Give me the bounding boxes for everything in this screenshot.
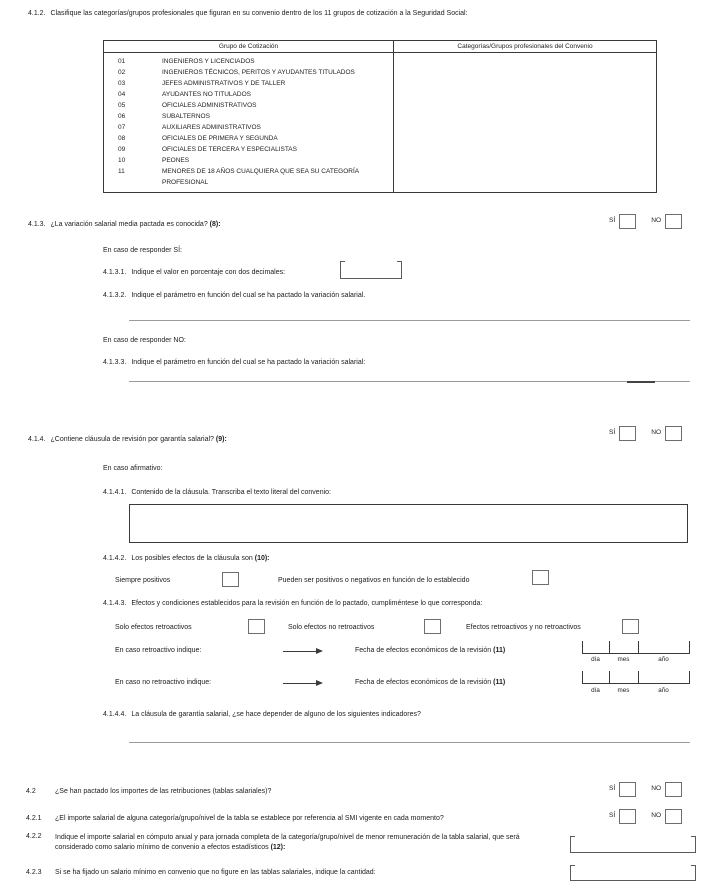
question-number: 4.1.3. — [28, 221, 46, 228]
table-row — [104, 155, 393, 166]
question-414 — [28, 436, 227, 443]
group-label: AYUDANTES NO TITULADOS — [162, 91, 251, 98]
siempre-positivos-label: Siempre positivos — [115, 577, 171, 584]
positivos-negativos-checkbox[interactable] — [532, 570, 549, 585]
group-code: 11 — [118, 168, 125, 175]
if-no-label: En caso de responder NO: — [103, 337, 186, 344]
ano-cell[interactable] — [638, 671, 689, 683]
question-ref: (8): — [209, 221, 221, 228]
question-number: 4.2.3 — [26, 869, 42, 876]
si-label: SÍ — [609, 429, 616, 436]
dia-cell[interactable] — [582, 641, 609, 653]
table-row — [104, 100, 393, 111]
question-42 — [26, 788, 271, 795]
group-code: 07 — [118, 124, 126, 131]
si-no-421 — [609, 809, 682, 824]
question-text: Contenido de la cláusula. Transcriba el texto literal del convenio: — [131, 489, 331, 496]
question-text: ¿El importe salarial de alguna categoría/grupo/nivel de la tabla se establece por referencia al SMI vigente en cada momento? — [55, 815, 444, 822]
question-413 — [28, 221, 221, 228]
ano-cell[interactable] — [638, 641, 689, 653]
question-ref: (9): — [215, 436, 227, 443]
question-text: ¿La variación salarial media pactada es conocida? — [50, 221, 208, 228]
question-412 — [28, 10, 468, 17]
no-checkbox[interactable] — [665, 426, 682, 441]
fecha-revision-label — [355, 647, 505, 654]
table-row — [104, 78, 393, 89]
question-text: Indique el parámetro en función del cual se ha pactado la variación salarial. — [131, 292, 366, 299]
si-label: SÍ — [609, 812, 616, 819]
no-retroactivo-label: En caso no retroactivo indique: — [115, 679, 212, 686]
convenio-categories-cell[interactable] — [394, 53, 656, 192]
si-no-413 — [609, 214, 682, 229]
no-label: NO — [651, 217, 662, 224]
group-label: SUBALTERNOS — [162, 113, 210, 120]
if-yes-label: En caso de responder SÍ: — [103, 247, 182, 254]
ano-label: año — [658, 687, 669, 694]
question-number: 4.2 — [26, 788, 36, 795]
question-421 — [26, 815, 444, 822]
fecha-ref: (11) — [493, 679, 506, 686]
no-label: NO — [651, 812, 662, 819]
group-code: 04 — [118, 91, 126, 98]
table-row — [104, 111, 393, 122]
solo-retroactivos-checkbox[interactable] — [248, 619, 265, 634]
question-number: 4.1.4.3. — [103, 600, 127, 607]
question-number: 4.1.3.1. — [103, 269, 127, 276]
answer-line-4133[interactable] — [129, 381, 690, 382]
question-4142 — [103, 555, 270, 562]
mes-cell[interactable] — [609, 671, 638, 683]
group-label: JEFES ADMINISTRATIVOS Y DE TALLER — [162, 80, 286, 87]
question-ref: (12): — [270, 844, 286, 851]
group-code: 05 — [118, 102, 126, 109]
table-header-grupo: Grupo de Cotización — [104, 41, 394, 52]
no-checkbox[interactable] — [665, 809, 682, 824]
table-row — [104, 56, 393, 67]
ano-label: año — [658, 656, 669, 663]
table-row — [104, 166, 393, 188]
percentage-input-box[interactable] — [340, 261, 402, 279]
si-label: SÍ — [609, 785, 616, 792]
group-code: 02 — [118, 69, 126, 76]
fecha-retroactivo-box[interactable] — [582, 641, 690, 654]
dia-label: día — [591, 656, 600, 663]
question-4133 — [103, 359, 365, 366]
si-checkbox[interactable] — [619, 782, 636, 797]
group-code: 03 — [118, 80, 126, 87]
mes-label: mes — [617, 687, 630, 694]
mes-label: mes — [617, 656, 630, 663]
no-checkbox[interactable] — [665, 782, 682, 797]
group-code: 06 — [118, 113, 126, 120]
question-number: 4.1.3.2. — [103, 292, 127, 299]
table-header-categorias: Categorías/Grupos profesionales del Convenio — [457, 43, 593, 50]
right-arrow-icon — [283, 651, 321, 652]
question-4131 — [103, 269, 285, 276]
group-label: OFICIALES DE PRIMERA Y SEGUNDA — [162, 135, 278, 142]
si-checkbox[interactable] — [619, 426, 636, 441]
si-checkbox[interactable] — [619, 214, 636, 229]
table-header-row — [104, 41, 656, 53]
table-row — [104, 122, 393, 133]
question-text: Los posibles efectos de la cláusula son — [131, 555, 253, 562]
grupo-cotizacion-column — [104, 53, 394, 192]
group-label: OFICIALES ADMINISTRATIVOS — [162, 102, 257, 109]
group-label: AUXILIARES ADMINISTRATIVOS — [162, 124, 261, 131]
question-text: ¿Se han pactado los importes de las retribuciones (tablas salariales)? — [55, 788, 272, 795]
if-affirmative-label: En caso afirmativo: — [103, 465, 163, 472]
dia-cell[interactable] — [582, 671, 609, 683]
group-code: 01 — [118, 58, 126, 65]
fecha-ref: (11) — [493, 647, 506, 654]
question-422 — [26, 833, 553, 853]
question-text: Indique el valor en porcentaje con dos decimales: — [131, 269, 286, 276]
group-code: 09 — [118, 146, 126, 153]
salario-minimo-box[interactable] — [570, 865, 696, 881]
question-4144 — [103, 711, 421, 718]
group-label: INGENIEROS TÉCNICOS, PERITOS Y AYUDANTES TITULADOS — [162, 69, 355, 76]
question-4141 — [103, 489, 331, 496]
question-423 — [26, 869, 376, 876]
right-arrow-icon — [283, 683, 321, 684]
question-text: Indique el importe salarial en cómputo anual y para jornada completa de la categoría/grupo/nivel de menor remuneración de la tabla salarial, que será considerado como salario mínimo de convenio a efectos estadísticos (12): — [55, 834, 520, 851]
fecha-text: Fecha de efectos económicos de la revisión — [355, 679, 492, 686]
question-text: Si se ha fijado un salario mínimo en convenio que no figure en las tablas salariales, indique la cantidad: — [55, 869, 376, 876]
fecha-no-retroactivo-box[interactable] — [582, 671, 690, 684]
fecha-revision-label — [355, 679, 505, 686]
question-4132 — [103, 292, 365, 299]
question-number: 4.2.1 — [26, 815, 42, 822]
importe-anual-box[interactable] — [570, 836, 696, 853]
solo-retroactivos-label: Solo efectos retroactivos — [115, 624, 192, 631]
si-no-42 — [609, 782, 682, 797]
group-label: OFICIALES DE TERCERA Y ESPECIALISTAS — [162, 146, 297, 153]
no-label: NO — [651, 429, 662, 436]
group-label: INGENIEROS Y LICENCIADOS — [162, 58, 255, 65]
question-number: 4.1.4.2. — [103, 555, 127, 562]
group-code: 08 — [118, 135, 126, 142]
question-4143 — [103, 600, 482, 607]
cotizacion-table — [103, 40, 657, 193]
siempre-positivos-checkbox[interactable] — [222, 572, 239, 587]
si-checkbox[interactable] — [619, 809, 636, 824]
question-text: Indique el parámetro en función del cual se ha pactado la variación salarial: — [131, 359, 366, 366]
question-number: 4.1.4.1. — [103, 489, 127, 496]
table-row — [104, 89, 393, 100]
table-row — [104, 144, 393, 155]
no-label: NO — [651, 785, 662, 792]
table-row — [104, 133, 393, 144]
question-ref: (10): — [254, 555, 270, 562]
clause-text-box[interactable] — [129, 504, 688, 543]
fecha-text: Fecha de efectos económicos de la revisión — [355, 647, 492, 654]
solo-no-retroactivos-label: Solo efectos no retroactivos — [288, 624, 375, 631]
group-code: 10 — [118, 157, 126, 164]
mes-cell[interactable] — [609, 641, 638, 653]
solo-no-retroactivos-checkbox[interactable] — [424, 619, 441, 634]
si-label: SÍ — [609, 217, 616, 224]
retro-y-no-retro-label: Efectos retroactivos y no retroactivos — [466, 624, 581, 631]
question-number: 4.1.3.3. — [103, 359, 127, 366]
answer-line-4144[interactable] — [129, 742, 690, 743]
question-number: 4.1.4.4. — [103, 711, 127, 718]
question-text: La cláusula de garantía salarial, ¿se hace depender de alguno de los siguientes indicadores? — [131, 711, 421, 718]
fecha-no-retroactivo-labels — [582, 687, 689, 694]
question-text: Efectos y condiciones establecidos para la revisión en función de lo pactado, cumpliméntese lo que corresponda: — [131, 600, 483, 607]
question-number: 4.1.2. — [28, 10, 46, 17]
fecha-retroactivo-labels — [582, 656, 689, 663]
question-number: 4.1.4. — [28, 436, 46, 443]
group-label: PEONES — [162, 157, 190, 164]
retroactivo-label: En caso retroactivo indique: — [115, 647, 202, 654]
no-checkbox[interactable] — [665, 214, 682, 229]
answer-line-4132[interactable] — [129, 320, 690, 321]
question-number: 4.2.2 — [26, 833, 42, 840]
positivos-negativos-label: Pueden ser positivos o negativos en función de lo establecido — [278, 577, 470, 584]
question-text: ¿Contiene cláusula de revisión por garantía salarial? — [50, 436, 214, 443]
si-no-414 — [609, 426, 682, 441]
group-label: MENORES DE 18 AÑOS CUALQUIERA QUE SEA SU CATEGORÍA PROFESIONAL — [162, 168, 359, 186]
dia-label: día — [591, 687, 600, 694]
table-row — [104, 67, 393, 78]
question-text: Clasifique las categorías/grupos profesionales que figuran en su convenio dentro de los 11 grupos de cotización a la Seguridad Social: — [50, 10, 468, 17]
retro-y-no-retro-checkbox[interactable] — [622, 619, 639, 634]
